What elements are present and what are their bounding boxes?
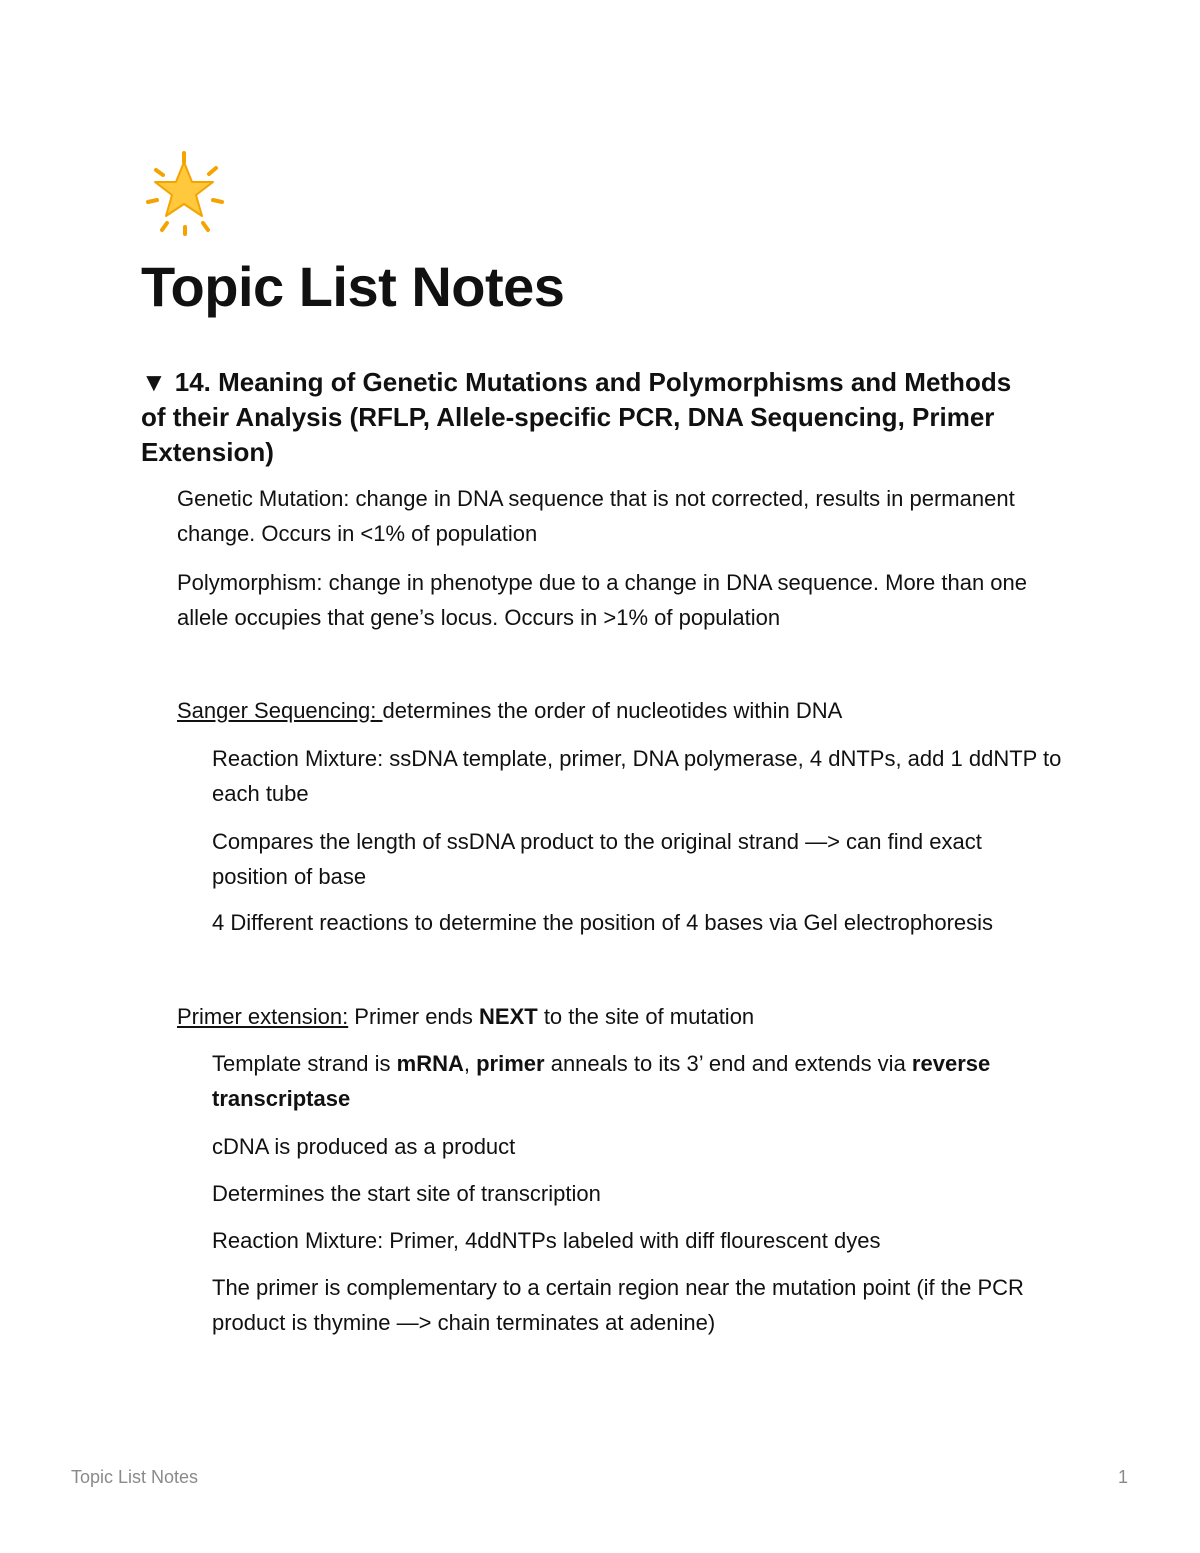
- sanger-item: Reaction Mixture: ssDNA template, primer, DNA polymerase, 4 dNTPs, add 1 ddNTP to each tube: [212, 746, 1062, 806]
- page-number: 1: [1118, 1467, 1129, 1487]
- primer-item-bold: primer: [476, 1051, 545, 1076]
- primer-item: The primer is complementary to a certain region near the mutation point (if the PCR product is thymine —> chain terminates at adenine): [212, 1275, 1024, 1335]
- sanger-item: Compares the length of ssDNA product to the original strand —> can find exact position of base: [212, 829, 982, 889]
- polymorphism-definition: Polymorphism: change in phenotype due to a change in DNA sequence. More than one allele occupies that gene’s locus. Occurs in >1% of population: [177, 570, 1027, 630]
- toggle-arrow-icon[interactable]: ▼: [141, 367, 167, 397]
- primer-item: cDNA is produced as a product: [212, 1134, 516, 1159]
- primer-text-bold: NEXT: [479, 1004, 538, 1029]
- page-title: Topic List Notes: [141, 255, 565, 318]
- primer-item: Reaction Mixture: Primer, 4ddNTPs labeled with diff flourescent dyes: [212, 1228, 881, 1253]
- mutation-definition: Genetic Mutation: change in DNA sequence that is not corrected, results in permanent change. Occurs in <1% of population: [177, 486, 1015, 546]
- primer-item: Determines the start site of transcription: [212, 1181, 601, 1206]
- primer-heading: [177, 999, 1057, 1034]
- toggle-heading-text: 14. Meaning of Genetic Mutations and Polymorphisms and Methods of their Analysis (RFLP, Allele-specific PCR, DNA Sequencing, Primer Extension): [141, 367, 1012, 467]
- star-icon: [142, 148, 232, 238]
- primer-item: [212, 1046, 1062, 1116]
- primer-item-text: ,: [463, 1051, 477, 1076]
- primer-text: Primer ends: [348, 1004, 480, 1029]
- primer-item-text: anneals to its 3’ end and extends via: [544, 1051, 912, 1076]
- sanger-text: determines the order of nucleotides within DNA: [382, 698, 843, 723]
- sanger-heading: [177, 693, 1057, 728]
- primer-label: Primer extension:: [177, 1004, 349, 1029]
- primer-text: to the site of mutation: [537, 1004, 755, 1029]
- sanger-label: Sanger Sequencing:: [177, 698, 383, 723]
- primer-item-text: Template strand is: [212, 1051, 397, 1076]
- primer-item-bold: mRNA: [396, 1051, 464, 1076]
- sanger-item: 4 Different reactions to determine the position of 4 bases via Gel electrophoresis: [212, 910, 994, 935]
- primer-item-bold: reverse transcriptase: [212, 1051, 991, 1111]
- toggle-heading[interactable]: [141, 365, 1021, 470]
- footer-title: Topic List Notes: [71, 1467, 199, 1487]
